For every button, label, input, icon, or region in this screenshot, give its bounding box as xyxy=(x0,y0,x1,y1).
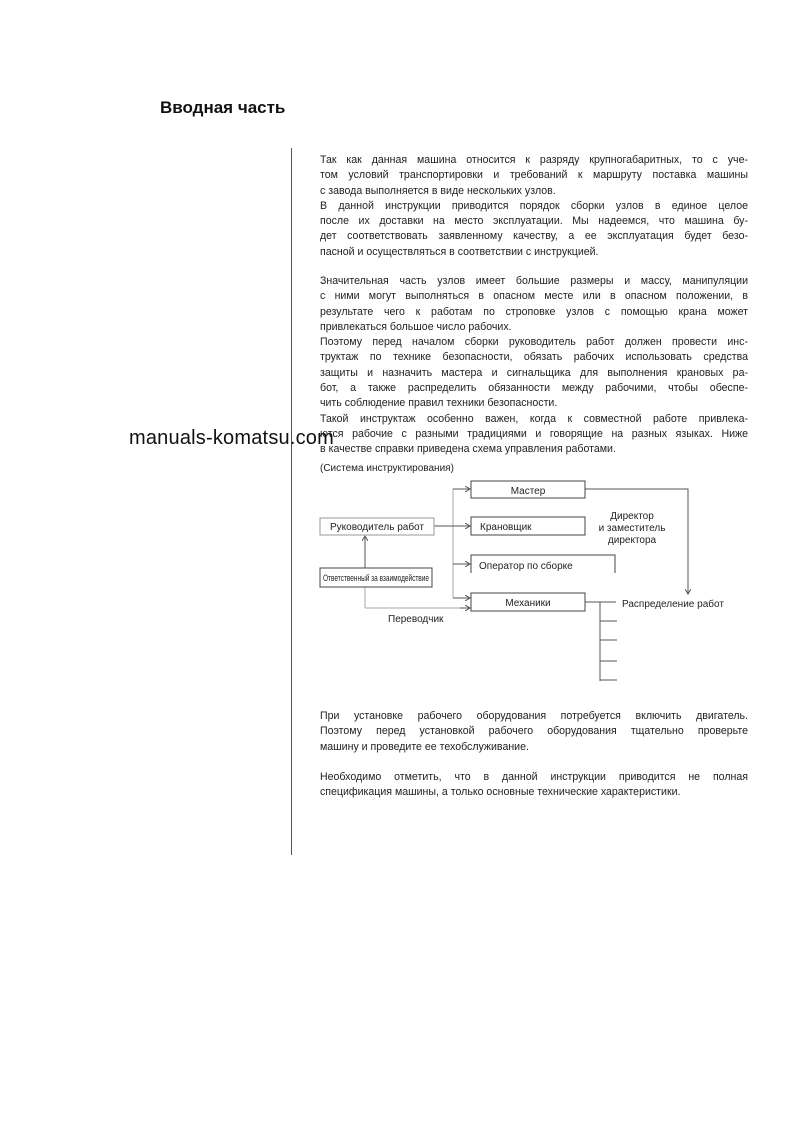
text-line: защиты и назначить мастера и сигнальщика для выполнения крановых ра- xyxy=(320,366,748,379)
label-work-manager: Руководитель работ xyxy=(330,522,424,533)
label-work-distribution: Распределение работ xyxy=(622,599,724,610)
label-liaison: Ответственный за взаимодействие xyxy=(323,573,429,583)
label-director-2: и заместитель xyxy=(598,523,666,534)
label-director-1: Директор xyxy=(610,511,654,522)
text-line: Необходимо отметить, что в данной инструкции приводится не полная xyxy=(320,771,748,784)
label-master: Мастер xyxy=(510,486,546,497)
text-line: Поэтому перед началом сборки руководитель работ должен провести инс- xyxy=(320,336,748,349)
text-line: Так как данная машина относится к разряду крупногабаритных, то с уче- xyxy=(320,154,748,166)
text-line: с завода выполняется в виде нескольких узлов. xyxy=(320,184,556,197)
label-assembly-operator: Оператор по сборке xyxy=(479,561,573,572)
text-line: машину и проведите ее техобслуживание. xyxy=(320,740,529,753)
label-crane-operator: Крановщик xyxy=(480,522,532,533)
text-line: Значительная часть узлов имеет большие размеры и массу, манипуляции xyxy=(320,275,748,287)
text-line: после их доставки на место эксплуатации. Мы надеемся, что машина бу- xyxy=(320,215,748,228)
text-line: с ними могут выполняться в опасном месте или в опасном положении, в xyxy=(320,290,748,303)
text-line: ются рабочие с разными традициями и говорящие на разных языках. Ниже xyxy=(320,427,748,440)
text-line: При установке рабочего оборудования потребуется включить двигатель. xyxy=(320,710,748,722)
text-line: Поэтому перед установкой рабочего оборудования тщательно проверьте xyxy=(320,725,748,738)
text-line: В данной инструкции приводится порядок сборки узлов в единое целое xyxy=(320,199,748,212)
label-mechanics: Механики xyxy=(505,598,551,609)
text-line: Такой инструктаж особенно важен, когда к совместной работе привлека- xyxy=(320,412,748,425)
text-line: пасной и осуществляться в соответствии с инструкцией. xyxy=(320,245,599,258)
watermark: manuals-komatsu.com xyxy=(129,427,334,449)
page-title: Вводная часть xyxy=(160,98,286,117)
diagram-caption: (Система инструктирования) xyxy=(320,463,454,474)
text-line: том условий транспортировки и требований к маршруту поставка машины xyxy=(320,169,748,182)
text-line: чить соблюдение правил техники безопасности. xyxy=(320,397,558,410)
text-line: результате чего к работам по строповке узлов с помощью крана может xyxy=(320,305,748,318)
label-director-3: директора xyxy=(607,535,657,546)
text-line: бот, а также распределить обязанности между рабочими, чтобы обеспе- xyxy=(320,382,748,395)
text-line: в качестве справки приведена схема управления работами. xyxy=(320,443,616,456)
label-translator: Переводчик xyxy=(388,614,444,625)
connector-lines xyxy=(365,489,469,608)
text-line: привлекаться большое число рабочих. xyxy=(320,320,512,333)
text-line: труктаж по технике безопасности, обязать рабочих использовать средства xyxy=(320,351,748,364)
text-line: спецификация машины, а только основные технические характеристики. xyxy=(320,786,681,799)
text-line: дет соответствовать заявленному качеству, а ее эксплуатация будет безо- xyxy=(320,230,748,243)
